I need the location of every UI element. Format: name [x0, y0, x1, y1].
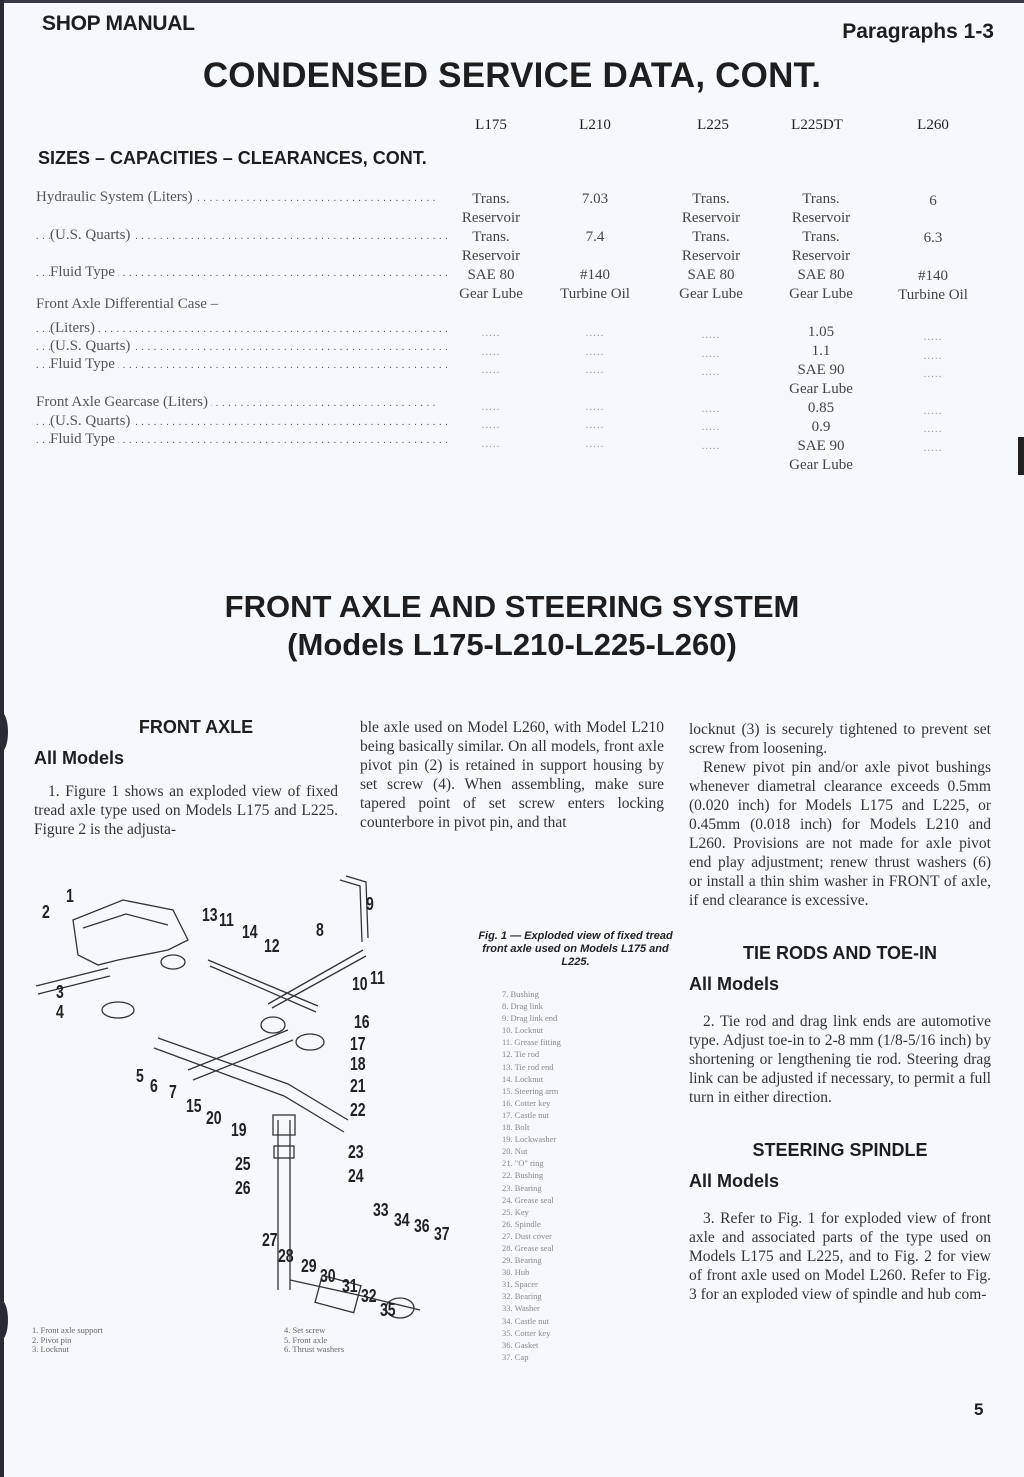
legend-item: 22. Bushing: [502, 1170, 544, 1181]
running-header-left: SHOP MANUAL: [42, 12, 195, 35]
legend-item: 32. Bearing: [502, 1291, 542, 1302]
legend-item: 6. Thrust washers: [284, 1344, 345, 1354]
callout-27: 27: [262, 1230, 278, 1250]
callout-15: 15: [186, 1096, 202, 1116]
callout-24: 24: [348, 1166, 364, 1186]
callout-16: 16: [354, 1012, 370, 1032]
blank-cells-l175: ..... ..... ..... ..... ..... .....: [481, 327, 501, 450]
paragraph-1-start: 1. Figure 1 shows an exploded view of fixed tread axle type used on Models L175 and L225. Figure 2 is the adjusta-: [34, 783, 338, 838]
callout-37: 37: [434, 1224, 450, 1244]
row-label-gearcase-liters: Front Axle Gearcase (Liters) . . .: [36, 394, 436, 411]
callout-30: 30: [320, 1266, 336, 1286]
cell-l175-hydraulic: Trans. Reservoir Trans. Reservoir SAE 80 Gear Lube: [459, 191, 523, 302]
row-label-hydraulic-quarts: (U.S. Quarts) . . .: [36, 227, 450, 244]
heading-steering-spindle: STEERING SPINDLE: [752, 1140, 928, 1160]
callout-35: 35: [380, 1300, 396, 1320]
table-section-title: SIZES – CAPACITIES – CLEARANCES, CONT.: [38, 148, 427, 168]
legend-item: 24. Grease seal: [502, 1194, 554, 1205]
blank-cells-l210: ..... ..... ..... ..... ..... .....: [585, 327, 605, 450]
heading-tie-rods: TIE RODS AND TOE-IN: [742, 943, 937, 963]
cell-l260-liters: 6: [929, 193, 937, 209]
cell-l210-quarts: 7.4: [585, 229, 605, 245]
parts-legend-side: [502, 988, 561, 1363]
callout-20: 20: [206, 1108, 222, 1128]
cell-l225dt-hydraulic: Trans. Reservoir Trans. Reservoir SAE 80 Gear Lube: [789, 191, 853, 302]
cell-l210-fluid: #140 Turbine Oil: [560, 267, 630, 302]
legend-item: 31. Spacer: [502, 1279, 538, 1290]
callout-11: 11: [219, 910, 234, 930]
legend-item: 3. Locknut: [32, 1344, 69, 1354]
cell-l260-fluid: #140 Turbine Oil: [898, 268, 968, 303]
callout-6: 6: [150, 1076, 158, 1096]
cell-l210-liters: 7.03: [581, 191, 609, 207]
callout-36: 36: [414, 1216, 430, 1236]
subheading-all-models: All Models: [689, 974, 780, 994]
callout-22: 22: [350, 1100, 366, 1120]
legend-item: 33. Washer: [502, 1303, 540, 1314]
callout-3: 3: [56, 982, 64, 1002]
page-number: 5: [974, 1400, 984, 1419]
page-edge-top: [0, 0, 1024, 3]
callout-5: 5: [136, 1066, 144, 1086]
callout-4: 4: [56, 1002, 64, 1022]
figure-caption: Fig. 1 — Exploded view of fixed tread front axle used on Models L175 and L225.: [478, 930, 673, 968]
legend-item: 20. Nut: [502, 1146, 528, 1157]
legend-item: 28. Grease seal: [502, 1242, 554, 1253]
legend-item: 34. Castle nut: [502, 1315, 549, 1326]
cell-l260-quarts: 6.3: [923, 230, 943, 246]
callout-7: 7: [169, 1082, 177, 1102]
callout-29: 29: [301, 1256, 317, 1276]
exploded-view-diagram: [28, 870, 468, 1320]
column-3: [689, 720, 991, 1304]
column-header-l225: L225: [697, 117, 729, 133]
row-label-hydraulic-liters: Hydraulic System (Liters) . . .: [36, 189, 436, 206]
legend-item: 23. Bearing: [502, 1182, 542, 1193]
parts-legend-bottom-right: [284, 1326, 344, 1355]
row-label-gearcase-quarts: (U.S. Quarts) . . .: [36, 413, 450, 430]
callout-17: 17: [350, 1034, 366, 1054]
legend-item: 8. Drag link: [502, 1001, 543, 1012]
legend-item: 12. Tie rod: [502, 1049, 540, 1060]
legend-item: 27. Dust cover: [502, 1230, 552, 1241]
callout-10: 10: [352, 974, 368, 994]
legend-item: 25. Key: [502, 1206, 529, 1217]
column-header-l260: L260: [917, 117, 949, 133]
heading-front-axle: FRONT AXLE: [138, 717, 254, 737]
callout-26: 26: [235, 1178, 251, 1198]
callout-23: 23: [348, 1142, 364, 1162]
legend-item: 16. Cotter key: [502, 1097, 551, 1108]
callout-34: 34: [394, 1210, 410, 1230]
paragraph-2: 2. Tie rod and drag link ends are automotive type. Adjust toe-in to 2-8 mm (1/8-5/16 inch) by shortening or lengthening tie rod. Steering drag link can be adjusted if necessary, to permit a full turn in either direction.: [689, 1013, 991, 1106]
column-1: [34, 718, 338, 839]
callout-2: 2: [42, 902, 50, 922]
row-label-diff-fluid: Fluid Type . . .: [36, 356, 450, 373]
row-label-diff-case: Front Axle Differential Case – . . .: [36, 296, 221, 313]
thumb-tab-mark: [1018, 437, 1024, 475]
subheading-all-models: All Models: [689, 1171, 780, 1191]
callout-28: 28: [278, 1246, 294, 1266]
legend-item: 29. Bearing: [502, 1255, 542, 1266]
legend-item: 4. Set screw: [284, 1325, 326, 1335]
callout-25: 25: [235, 1154, 251, 1174]
callout-8: 8: [316, 920, 324, 940]
legend-item: 2. Pivot pin: [32, 1334, 72, 1345]
callout-32: 32: [361, 1286, 377, 1306]
cell-l225-hydraulic: Trans. Reservoir Trans. Reservoir SAE 80 Gear Lube: [679, 191, 743, 302]
legend-item: 35. Cotter key: [502, 1327, 551, 1338]
callout-19: 19: [231, 1120, 247, 1140]
binding-hole: [0, 712, 8, 752]
column-2: [360, 718, 664, 832]
subheading-all-models: All Models: [34, 748, 125, 768]
legend-item: 30. Hub: [502, 1267, 530, 1278]
legend-item: 10. Locknut: [502, 1025, 544, 1036]
page-title: CONDENSED SERVICE DATA, CONT.: [202, 56, 822, 95]
column-header-l210: L210: [579, 117, 611, 133]
legend-item: 36. Gasket: [502, 1339, 539, 1350]
callout-33: 33: [373, 1200, 389, 1220]
legend-item: 5. Front axle: [284, 1334, 328, 1345]
legend-item: 7. Bushing: [502, 989, 539, 999]
legend-item: 17. Castle nut: [502, 1109, 549, 1120]
section-title: FRONT AXLE AND STEERING SYSTEM (Models L175-L210-L225-L260): [224, 589, 800, 662]
legend-item: 13. Tie rod end: [502, 1061, 554, 1072]
paragraph-1-cont: ble axle used on Model L260, with Model L210 being basically similar. On all models, front axle pivot pin (2) is retained in support housing by set screw (4). When assembling, make sure tapered point of set screw enters locking counterbore in pivot pin, and that: [360, 719, 664, 831]
callout-1: 1: [66, 886, 74, 906]
row-label-hydraulic-fluid: Fluid Type . . .: [36, 264, 450, 281]
column-header-l175: L175: [475, 117, 507, 133]
legend-item: 1. Front axle support: [32, 1325, 103, 1335]
callout-9: 9: [366, 894, 374, 914]
legend-item: 26. Spindle: [502, 1218, 541, 1229]
paragraph-renew-pivot: Renew pivot pin and/or axle pivot bushings whenever diametral clearance exceeds 0.5mm (0.020 inch) for Models L175 and L225, or 0.45mm (0.018 inch) for Models L210 and L260. Provisions are not made for axle pivot end play adjustment; renew thrust washers (6) or install a thin shim washer in FRONT of axle, if end clearance is excessive.: [689, 759, 991, 909]
column-header-l225dt: L225DT: [791, 117, 843, 133]
paragraph-3: 3. Refer to Fig. 1 for exploded view of front axle and associated parts of the type used on Models L175 and L225, and to Fig. 2 for view of front axle used on Model L260. Refer to Fig. 3 for an exploded view of spindle and hub com-: [689, 1210, 991, 1303]
paragraph-1-end: locknut (3) is securely tightened to prevent set screw from loosening.: [689, 721, 991, 757]
row-label-gearcase-fluid: Fluid Type . . .: [36, 431, 450, 448]
legend-item: 9. Drag link end: [502, 1013, 558, 1024]
legend-item: 18. Bolt: [502, 1122, 530, 1133]
cell-l225dt-diff: 1.05 1.1 SAE 90 Gear Lube 0.85 0.9 SAE 90 Gear Lube: [789, 324, 853, 473]
parts-legend-bottom-left: [32, 1326, 103, 1355]
binding-hole: [0, 1300, 8, 1340]
blank-cells-l260: ..... ..... ..... ..... ..... .....: [923, 331, 943, 454]
callout-31: 31: [342, 1276, 358, 1296]
running-header-right: Paragraphs 1-3: [842, 20, 994, 43]
legend-item: 15. Steering arm: [502, 1085, 559, 1096]
callout-21: 21: [350, 1076, 366, 1096]
blank-cells-l225: ..... ..... ..... ..... ..... .....: [701, 329, 721, 452]
row-label-diff-quarts: (U.S. Quarts) . . .: [36, 338, 450, 355]
callout-18: 18: [350, 1054, 366, 1074]
callout-13: 13: [202, 905, 218, 925]
legend-item: 21. "O" ring: [502, 1158, 544, 1169]
legend-item: 19. Lockwasher: [502, 1134, 557, 1145]
legend-item: 37. Cap: [502, 1351, 529, 1362]
legend-item: 11. Grease fitting: [502, 1037, 561, 1048]
legend-item: 14. Locknut: [502, 1073, 544, 1084]
callout-12: 12: [264, 936, 280, 956]
callout-14: 14: [242, 922, 258, 942]
row-label-diff-liters: (Liters) . . .: [36, 320, 450, 337]
callout-11: 11: [370, 968, 385, 988]
